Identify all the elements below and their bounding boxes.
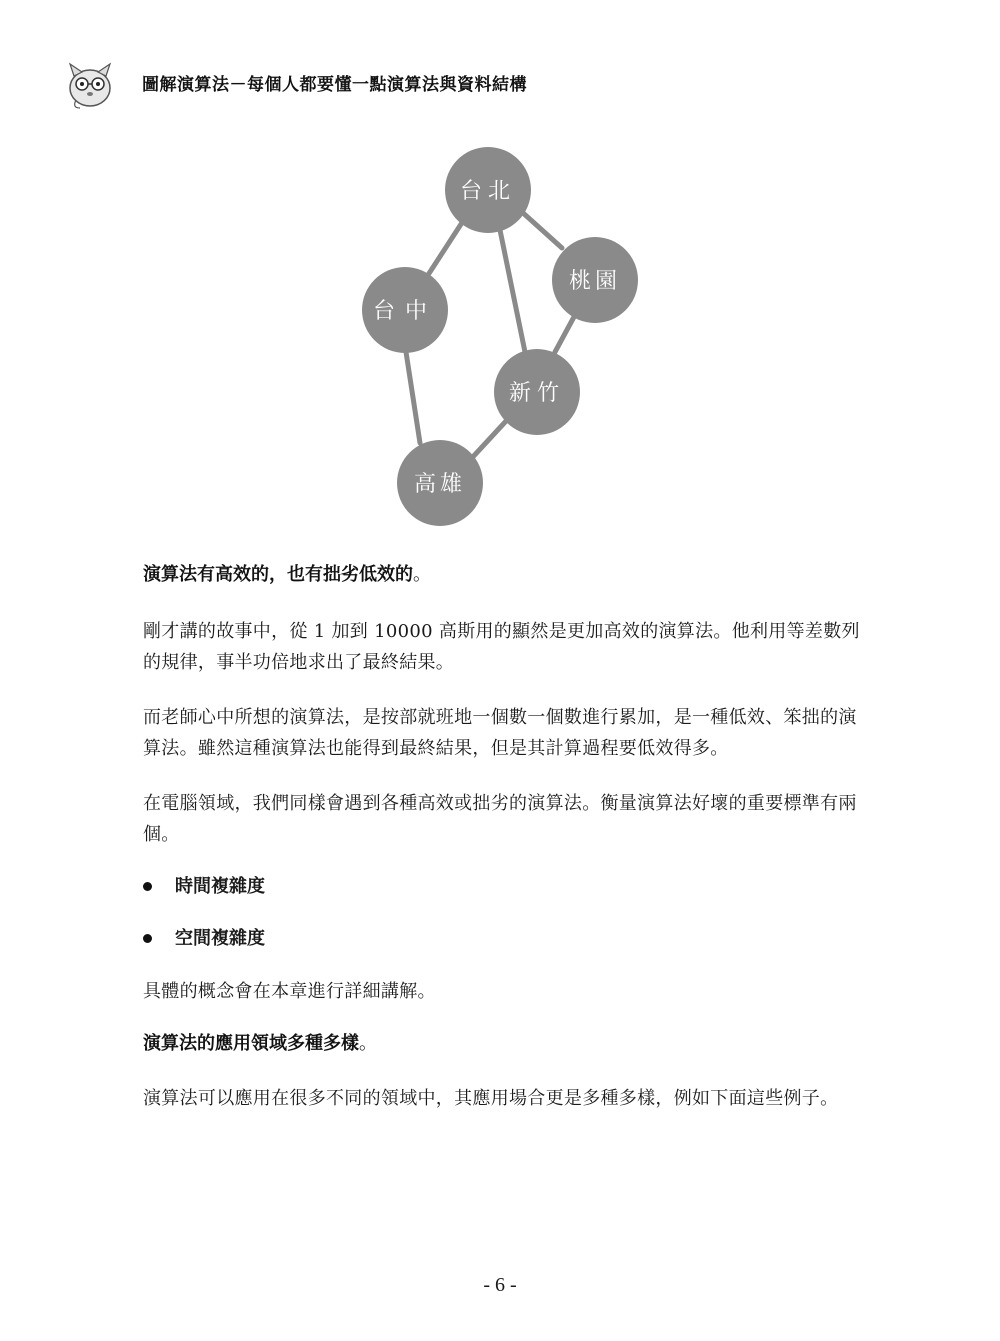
- node-hsinchu-label: 新竹: [508, 381, 566, 406]
- book-title: 圖解演算法－每個人都要懂一點演算法與資料結構: [142, 75, 527, 95]
- section-heading-applications: 演算法的應用領域多種多樣。: [143, 1033, 377, 1054]
- paragraph-concept-note: 具體的概念會在本章進行詳細講解。: [143, 981, 436, 1002]
- node-hsinchu: [494, 349, 580, 435]
- node-taipei: [445, 147, 531, 233]
- paragraph-criteria: 在電腦領域，我們同樣會遇到各種高效或拙劣的演算法。衡量演算法好壞的重要標準有兩個。: [143, 793, 857, 845]
- section-heading-efficiency: 演算法有高效的，也有拙劣低效的。: [143, 564, 431, 585]
- edge-taipei-taoyuan: [522, 212, 562, 248]
- page-number: - 6 -: [483, 1274, 517, 1296]
- paragraph-teacher: 而老師心中所想的演算法，是按部就班地一個數一個數進行累加，是一種低效、笨拙的演算法。雖然這種演算法也能得到最終結果，但是其計算過程要低效得多。: [143, 707, 857, 759]
- node-kaohsiung: [397, 440, 483, 526]
- mascot-logo: [62, 56, 118, 112]
- node-kaohsiung-label: 高雄: [413, 472, 467, 497]
- list-item-time-complexity: 時間複雜度: [143, 872, 863, 902]
- page-content: [143, 560, 863, 1114]
- edge-taipei-taichung: [428, 218, 465, 275]
- paragraph-gauss: 剛才講的故事中，從 1 加到 10000 高斯用的顯然是更加高效的演算法。他利用等差數列的規律，事半功倍地求出了最終結果。: [143, 621, 860, 673]
- bullet-icon: [143, 934, 152, 943]
- city-graph-diagram: [340, 140, 660, 540]
- node-taipei-label: 台北: [459, 179, 517, 204]
- node-taoyuan: [552, 237, 638, 323]
- node-taichung: [362, 267, 448, 353]
- edge-taipei-hsinchu: [500, 230, 525, 352]
- edge-taoyuan-hsinchu: [555, 315, 575, 352]
- node-taichung-label: 台中: [372, 299, 438, 324]
- node-taoyuan-label: 桃園: [568, 269, 622, 294]
- edge-hsinchu-kaohsiung: [470, 420, 507, 460]
- list-item-space-complexity: 空間複雜度: [143, 924, 863, 954]
- bullet-icon: [143, 882, 152, 891]
- complexity-list: [143, 872, 863, 954]
- paragraph-applications: 演算法可以應用在很多不同的領域中，其應用場合更是多種多樣，例如下面這些例子。: [143, 1088, 839, 1109]
- edge-taichung-kaohsiung: [406, 352, 420, 443]
